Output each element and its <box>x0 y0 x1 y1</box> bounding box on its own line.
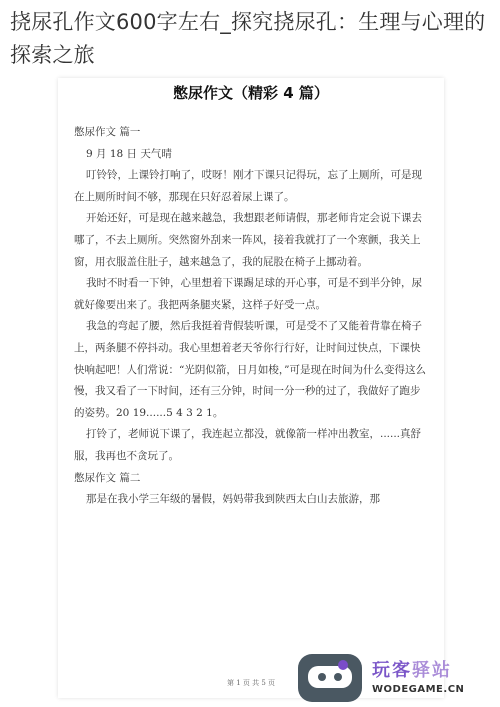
watermark-name-part2: 驿站 <box>412 660 452 681</box>
document-page <box>58 78 444 698</box>
article-headline: 挠尿孔作文600字左右_探究挠尿孔：生理与心理的探索之旅 <box>10 10 486 67</box>
watermark-name-part1: 玩客 <box>372 660 412 681</box>
site-watermark <box>298 654 498 704</box>
gamepad-logo-icon <box>298 654 362 702</box>
watermark-domain: WODEGAME.CN <box>372 684 465 695</box>
section-heading-1: 憋尿作文 篇一 <box>74 126 141 138</box>
document-title: 憋尿作文（精彩 4 篇） <box>173 84 329 102</box>
paragraph: 打铃了，老师说下课了，我连起立都没，就像箭一样冲出教室，......真舒服，我再也不贪玩了。 <box>74 428 422 462</box>
section-heading-2: 憋尿作文 篇二 <box>74 471 141 484</box>
paragraph: 我时不时看一下钟，心里想着下课踢足球的开心事，可是不到半分钟，尿就好像要出来了。我把两条腿夹紧，这样子好受一点。 <box>74 277 422 311</box>
paragraph: 开始还好，可是现在越来越急，我想跟老师请假，那老师肯定会说下课去哪了，不去上厕所。突然窗外刮来一阵风，接着我就打了一个寒颤，我关上窗，用衣服盖住肚子，越来越急了，我的屁股在椅子上挪动着。 <box>74 212 422 268</box>
logo-dot-icon <box>338 660 348 670</box>
paragraph: 叮铃铃，上课铃打响了，哎呀！刚才下课只记得玩，忘了上厕所，可是现在上厕所时间不够，那现在只好忍着尿上课了。 <box>74 169 422 203</box>
document-body <box>74 122 426 511</box>
logo-eye-icon <box>318 673 326 681</box>
logo-eye-icon <box>334 673 342 681</box>
watermark-name <box>372 656 452 682</box>
page-footer: 第 1 页 共 5 页 <box>226 679 276 687</box>
paragraph: 那是在我小学三年级的暑假，妈妈带我到陕西太白山去旅游，那 <box>86 493 380 506</box>
paragraph: 我急的弯起了腰，然后我挺着背假装听课，可是受不了又能着背靠在椅子上，两条腿不停抖动。我心里想着老天爷你行行好，让时间过快点，下课快快响起吧！人们常说：“光阴似箭，日月如梭，”可是现在时间为什么变得这么慢，我又看了一下时间，还有三分钟，时间一分一秒的过了，我做好了跑步的姿势。20 19......5 4 3 2 1。 <box>74 320 426 419</box>
date-line: 9 月 18 日 天气晴 <box>86 147 172 160</box>
